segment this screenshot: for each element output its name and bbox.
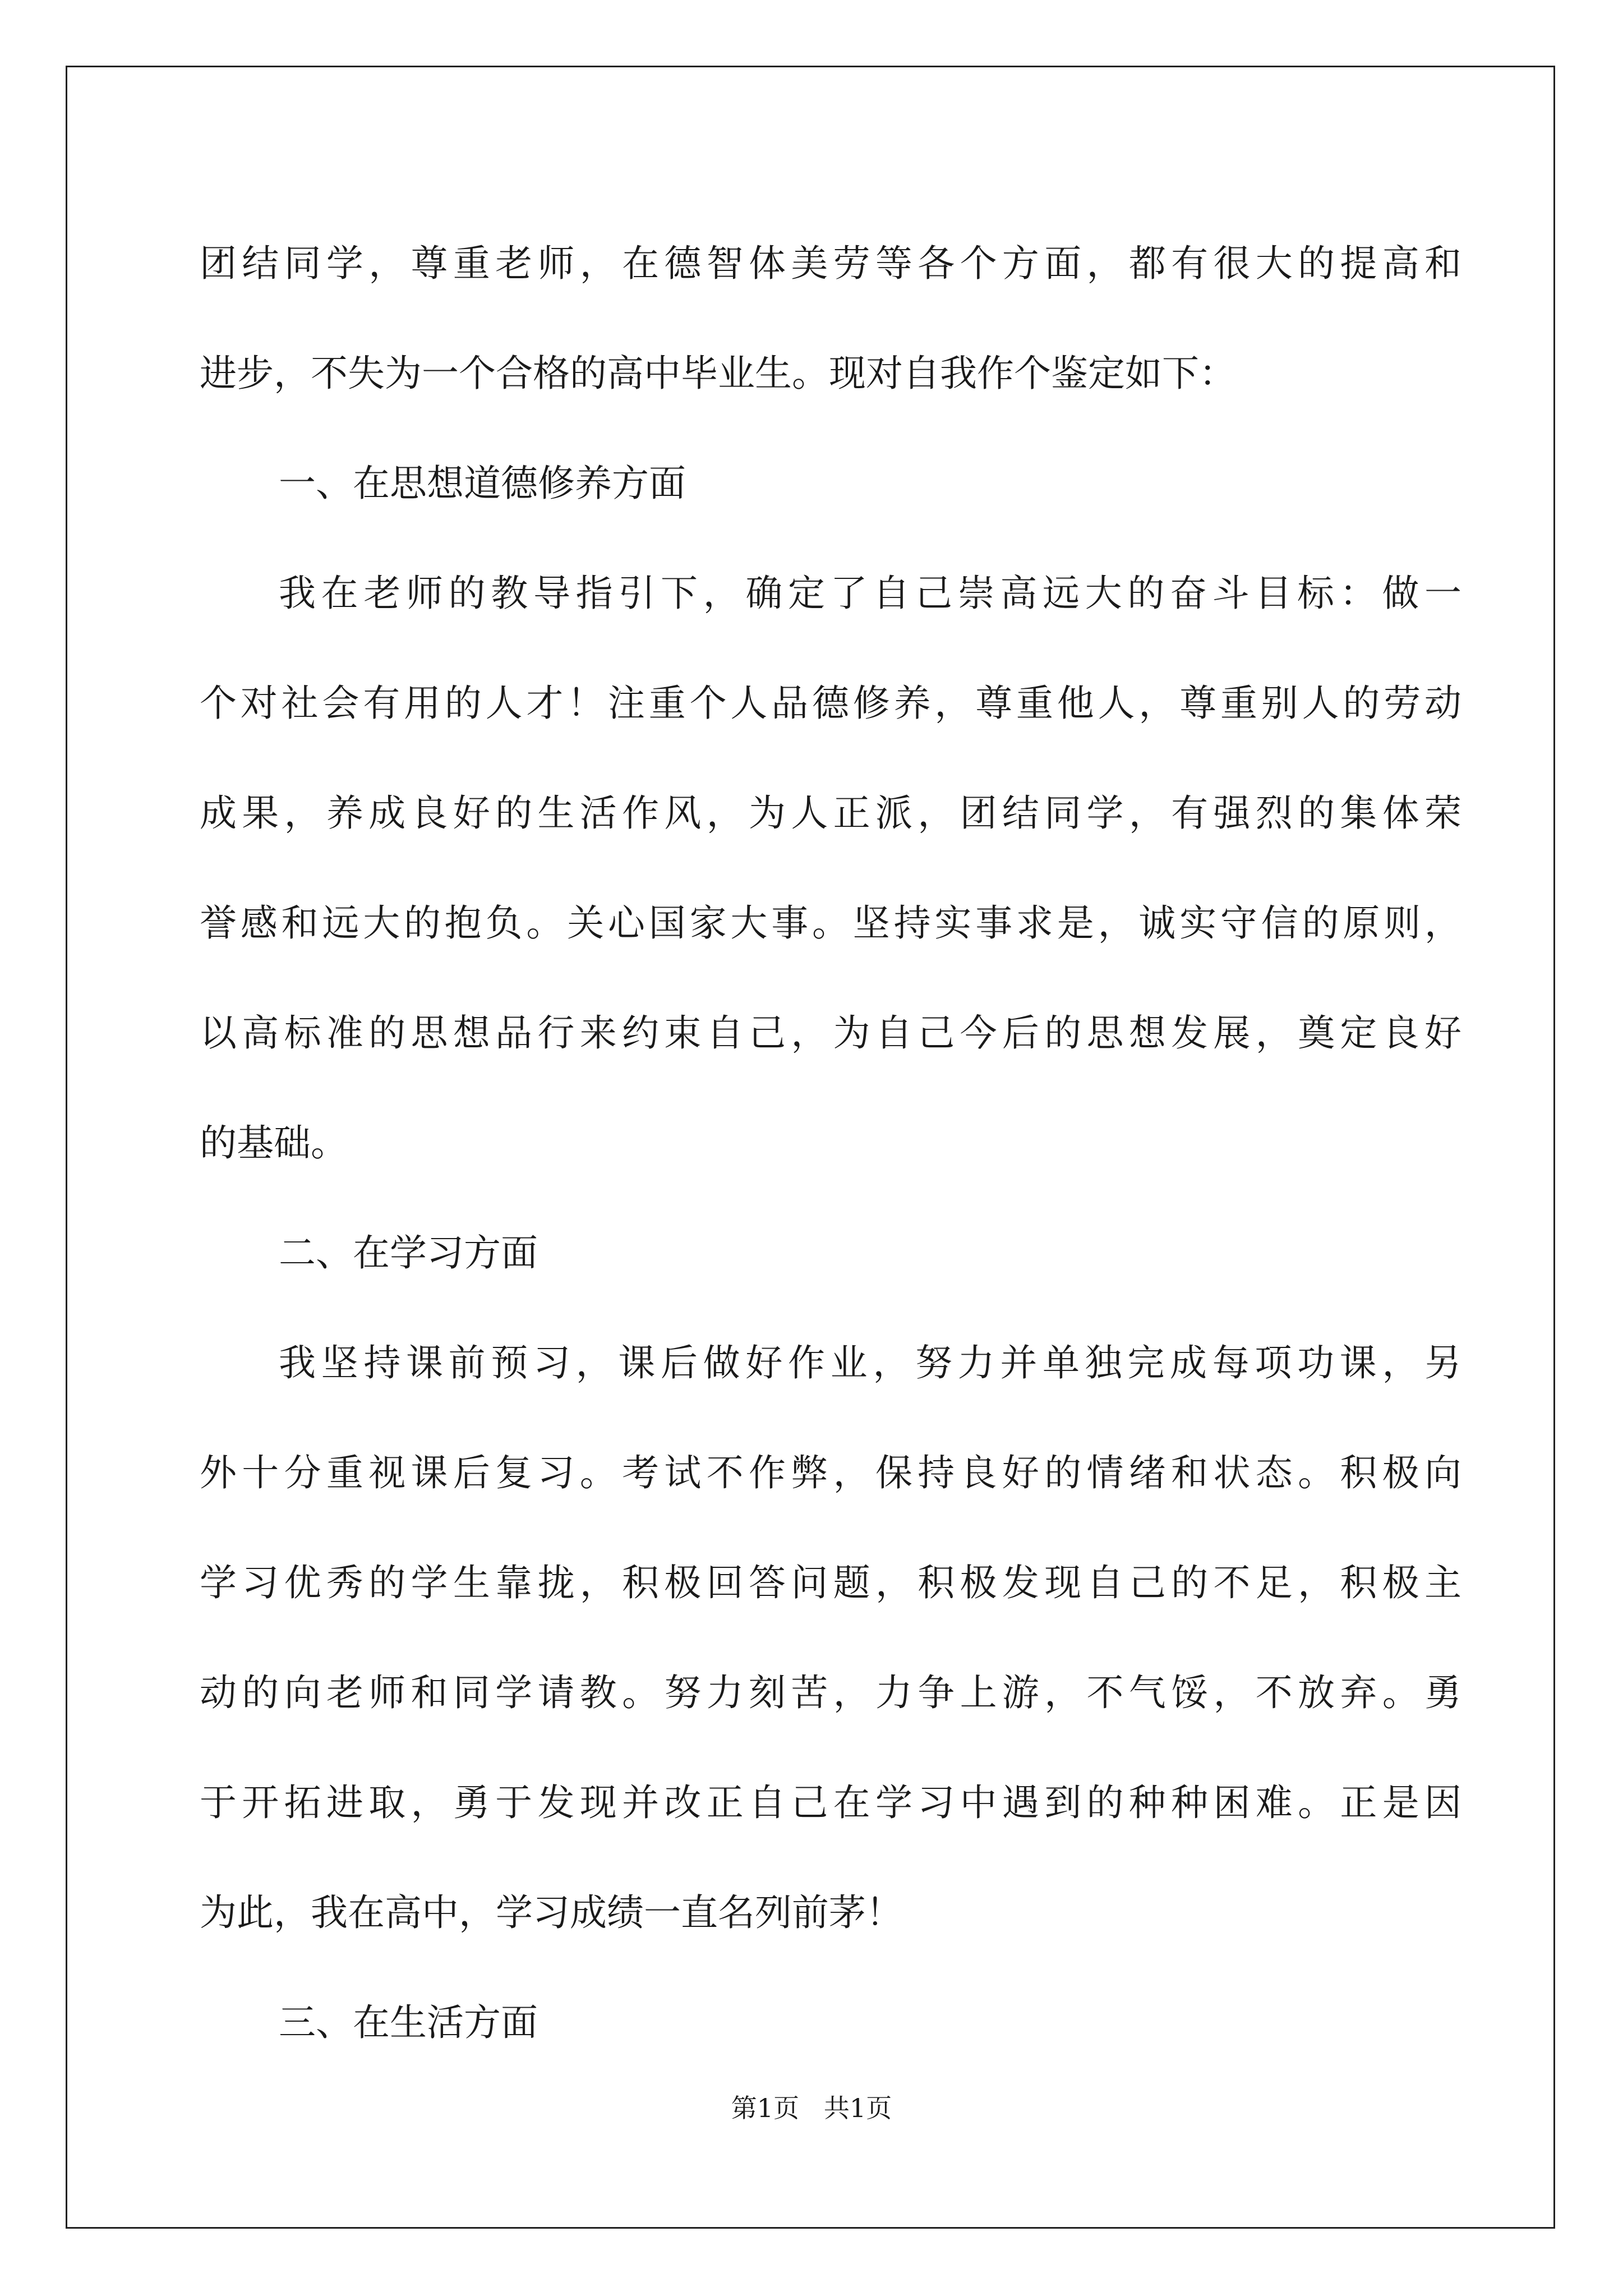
text-line: 动的向老师和同学请教。努力刻苦，力争上游，不气馁，不放弃。勇 [200, 1671, 1461, 1714]
section-heading: 一、在思想道德修养方面 [279, 462, 686, 505]
document-body [200, 209, 1461, 2078]
text-line: 学习优秀的学生靠拢，积极回答问题，积极发现自己的不足，积极主 [200, 1561, 1461, 1604]
text-line: 于开拓进取，勇于发现并改正自己在学习中遇到的种种困难。正是因 [200, 1781, 1461, 1824]
text-line: 成果，养成良好的生活作风，为人正派，团结同学，有强烈的集体荣 [200, 792, 1461, 835]
text-line: 外十分重视课后复习。考试不作弊，保持良好的情绪和状态。积极向 [200, 1451, 1461, 1494]
text-line: 团结同学，尊重老师，在德智体美劳等各个方面，都有很大的提高和 [200, 242, 1461, 285]
page-number-footer: 第1页 共1页 [731, 2093, 892, 2123]
text-line: 以高标准的思想品行来约束自己，为自己今后的思想发展，奠定良好 [200, 1011, 1461, 1055]
text-line: 进步，不失为一个合格的高中毕业生。现对自我作个鉴定如下： [200, 352, 1236, 395]
text-line: 誉感和远大的抱负。关心国家大事。坚持实事求是，诚实守信的原则， [200, 901, 1461, 945]
section-heading: 三、在生活方面 [279, 2001, 538, 2044]
text-line: 我在老师的教导指引下，确定了自己崇高远大的奋斗目标：做一 [279, 572, 1461, 615]
section-heading: 二、在学习方面 [279, 1231, 538, 1274]
text-line: 为此，我在高中，学习成绩一直名列前茅！ [200, 1891, 903, 1934]
text-line: 我坚持课前预习，课后做好作业，努力并单独完成每项功课，另 [279, 1341, 1461, 1384]
text-line: 个对社会有用的人才！注重个人品德修养，尊重他人，尊重别人的劳动 [200, 682, 1461, 725]
text-line: 的基础。 [200, 1121, 348, 1165]
